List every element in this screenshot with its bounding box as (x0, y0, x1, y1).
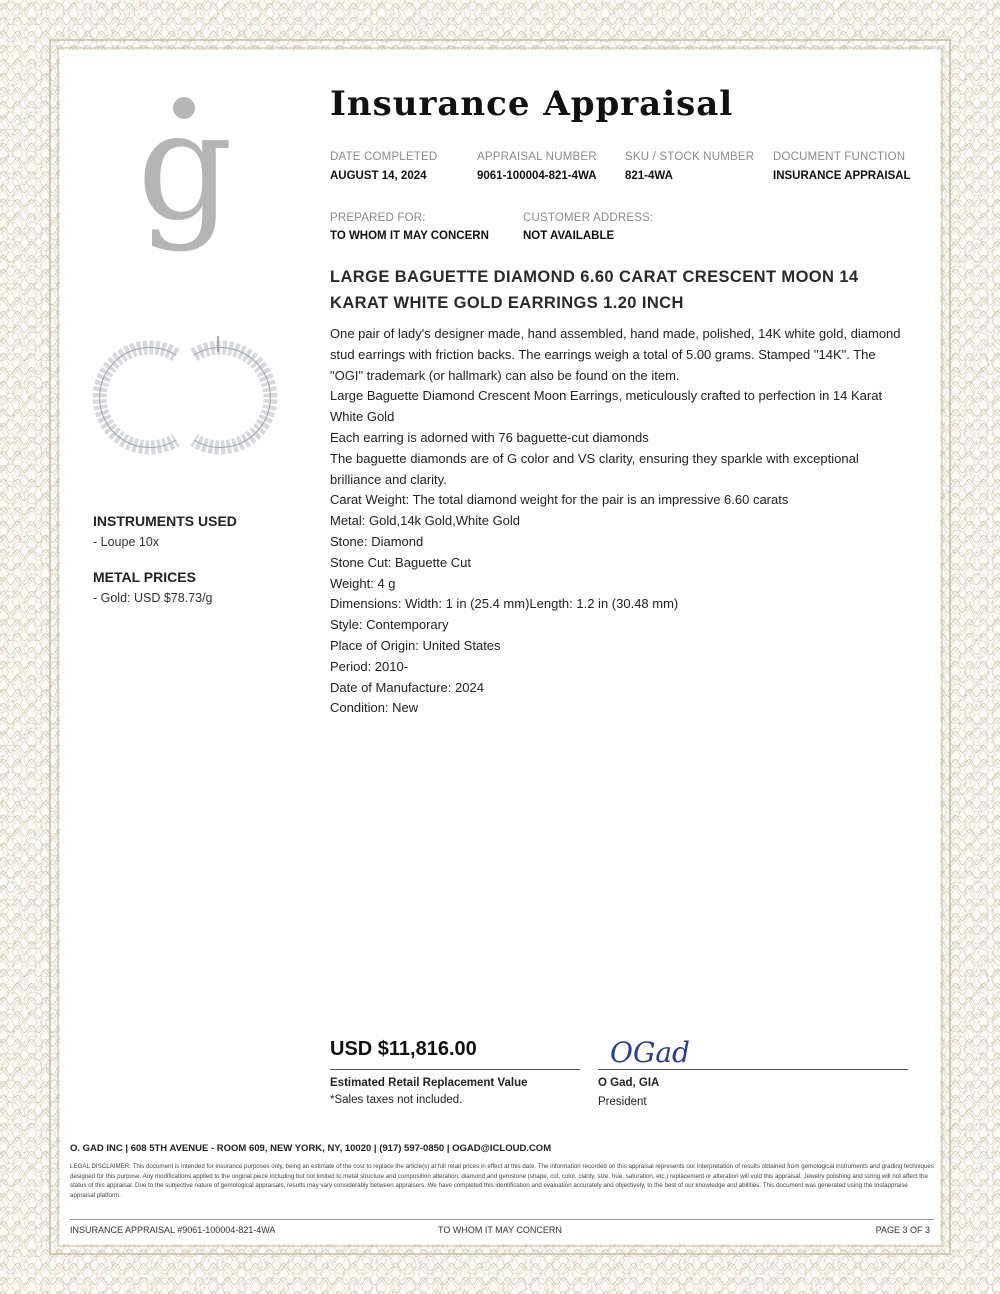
meta-value-document-function: INSURANCE APPRAISAL (773, 170, 911, 182)
brand-logo (130, 96, 240, 266)
meta-value-customer-address: NOT AVAILABLE (523, 230, 615, 242)
item-title: LARGE BAGUETTE DIAMOND 6.60 CARAT CRESCENT MOON 14 KARAT WHITE GOLD EARRINGS 1.20 INCH (330, 268, 859, 312)
footer-reference: INSURANCE APPRAISAL #9061-100004-821-4WA (70, 1225, 276, 1235)
description-line: Metal: Gold,14k Gold,White Gold (330, 513, 521, 529)
footer-rule (70, 1219, 934, 1220)
footer-recipient: TO WHOM IT MAY CONCERN (438, 1225, 562, 1235)
earrings-image (90, 330, 280, 470)
meta-value-appraisal-number: 9061-100004-821-4WA (477, 170, 597, 182)
valuation-label: Estimated Retail Replacement Value (330, 1077, 528, 1089)
description-line: The baguette diamonds are of G color and VS clarity, ensuring they sparkle with exceptional brilliance and clarity. (330, 450, 859, 487)
description-line: Weight: 4 g (330, 575, 396, 591)
description-line: Period: 2010- (330, 658, 409, 674)
description-line: Large Baguette Diamond Crescent Moon Earrings, meticulously crafted to perfection in 14 Karat White Gold (330, 388, 883, 425)
signer-title: President (598, 1096, 647, 1108)
description-line: Date of Manufacture: 2024 (330, 679, 484, 695)
description-line: Stone: Diamond (330, 533, 424, 549)
instruments-heading: INSTRUMENTS USED (93, 513, 237, 529)
description-line: Style: Contemporary (330, 617, 449, 633)
metal-prices-value: - Gold: USD $78.73/g (93, 591, 213, 605)
document-title: Insurance Appraisal (330, 84, 734, 124)
valuation-amount: USD $11,816.00 (330, 1038, 477, 1060)
meta-label-customer-address: CUSTOMER ADDRESS: (523, 212, 654, 224)
meta-label-document-function: DOCUMENT FUNCTION (773, 151, 906, 163)
description-line: Dimensions: Width: 1 in (25.4 mm)Length: 1.2 in (30.48 mm) (330, 596, 679, 612)
instruments-value: - Loupe 10x (93, 535, 160, 549)
meta-value-prepared-for: TO WHOM IT MAY CONCERN (330, 230, 489, 242)
item-description (330, 324, 910, 719)
valuation-rule (330, 1069, 580, 1070)
logo-letter: g (136, 96, 234, 254)
description-line: One pair of lady's designer made, hand assembled, hand made, polished, 14K white gold, diamond stud earrings with friction backs. The earrings weigh a total of 5.00 grams. Stamped "14K". The "OGI" trademark (or hallmark) can also be found on the item. (330, 326, 901, 383)
signer-name: O Gad, GIA (598, 1077, 660, 1089)
meta-value-date: AUGUST 14, 2024 (330, 170, 427, 182)
valuation-note: *Sales taxes not included. (330, 1094, 463, 1106)
meta-label-sku: SKU / STOCK NUMBER (625, 151, 755, 163)
meta-label-date: DATE COMPLETED (330, 151, 438, 163)
signature-image (598, 1030, 708, 1070)
description-line: Condition: New (330, 700, 419, 716)
description-line: Carat Weight: The total diamond weight for the pair is an impressive 6.60 carats (330, 492, 789, 508)
company-address: O. GAD INC | 608 5TH AVENUE - ROOM 609, NEW YORK, NY, 10020 | (917) 597-0850 | OGAD@ICLOUD.COM (70, 1143, 552, 1154)
description-line: Stone Cut: Baguette Cut (330, 554, 471, 570)
meta-label-appraisal-number: APPRAISAL NUMBER (477, 151, 597, 163)
legal-disclaimer: LEGAL DISCLAIMER: This document is intended for insurance purposes only, being an estimate of the cost to replace the article(s) at full retail prices in effect at this date. The information recorded on this appraisal represents our interpretation of results obtained from gemological instruments and grading techniques designed for this purpose. Any modifications applied to the original piece including but not limited to metal structure and composition alteration, diamond and gemstone (shape, cut, color, clarity, size, hue, saturation, etc.) replacement or alteration will void this appraisal. Jewelry polishing and sizing will not affect the status of this appraisal. Due to the subjective nature of gemological appraisals, results may vary considerably between appraisers. We have completed this identification and evaluation accurately and objectively, to the best of our knowledge and abilities. This document was generated using the Instappraise appraisal platform. (70, 1163, 934, 1199)
signature-rule (598, 1069, 908, 1070)
svg-text:OGad: OGad (610, 1036, 690, 1069)
footer-page-number: PAGE 3 OF 3 (875, 1225, 930, 1235)
description-line: Place of Origin: United States (330, 637, 501, 653)
meta-value-sku: 821-4WA (625, 170, 673, 182)
description-line: Each earring is adorned with 76 baguette-cut diamonds (330, 429, 649, 445)
meta-label-prepared-for: PREPARED FOR: (330, 212, 426, 224)
metal-prices-heading: METAL PRICES (93, 569, 196, 585)
